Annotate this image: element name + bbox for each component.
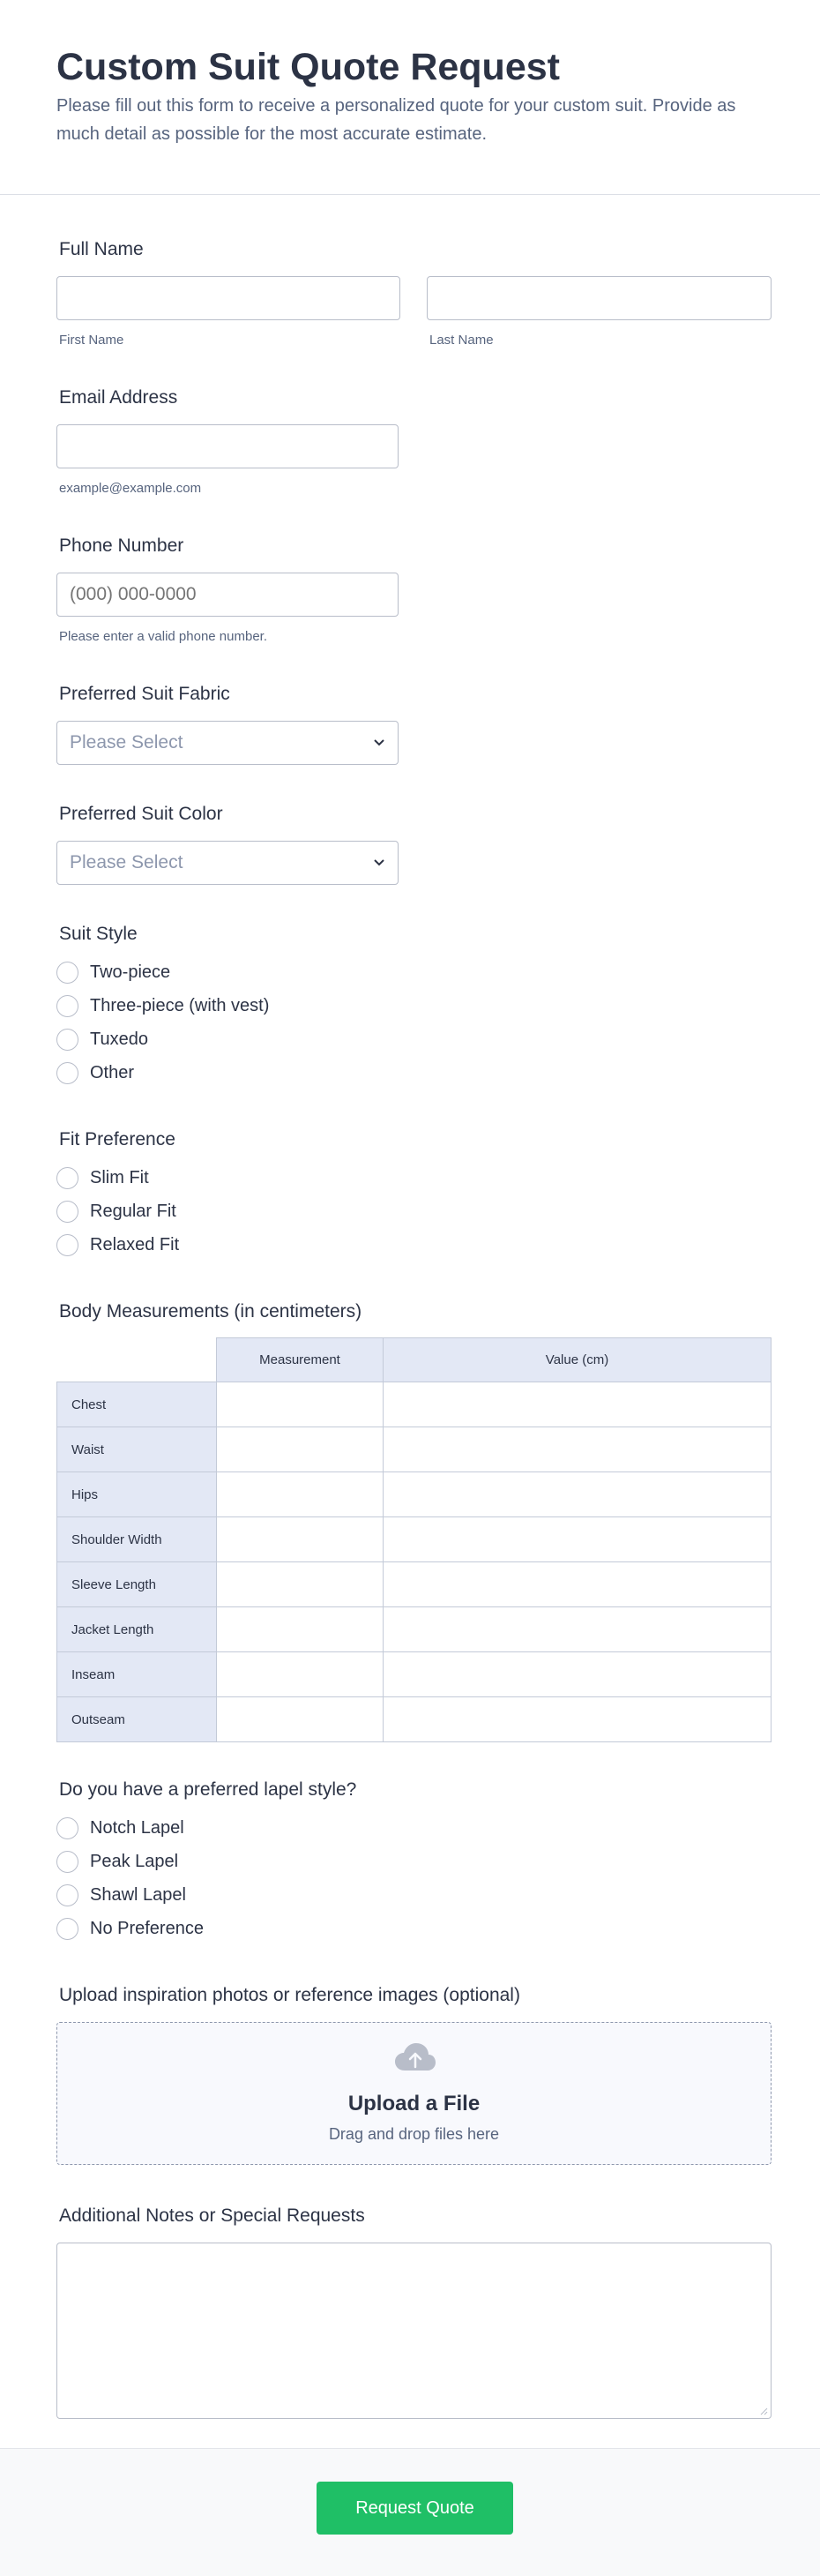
radio-button[interactable]	[56, 1234, 78, 1256]
fit-option[interactable]	[56, 1233, 179, 1256]
measurements-label: Body Measurements (in centimeters)	[59, 1301, 362, 1322]
request-quote-button[interactable]: Request Quote	[317, 2482, 513, 2535]
matrix-cell[interactable]	[217, 1697, 384, 1742]
page-subtitle: Please fill out this form to receive a personalized quote for your custom suit. Provide as much detail as possible for the most accurate estimate.	[56, 96, 736, 144]
radio-button[interactable]	[56, 1201, 78, 1223]
lapel-option[interactable]	[56, 1917, 204, 1940]
radio-button[interactable]	[56, 1167, 78, 1189]
radio-label: No Preference	[90, 1918, 204, 1938]
chevron-down-icon	[371, 854, 387, 870]
phone-input[interactable]	[56, 573, 399, 617]
radio-label: Shawl Lapel	[90, 1884, 186, 1905]
suit-style-option[interactable]	[56, 994, 269, 1017]
matrix-cell[interactable]	[217, 1652, 384, 1697]
form-footer	[0, 2448, 820, 2576]
first-name-input[interactable]	[56, 276, 400, 320]
fit-option[interactable]	[56, 1166, 149, 1189]
matrix-cell[interactable]	[384, 1427, 772, 1472]
email-field[interactable]	[56, 424, 399, 468]
last-name-input[interactable]	[427, 276, 772, 320]
radio-button[interactable]	[56, 1029, 78, 1051]
first-name-sublabel: First Name	[59, 333, 124, 348]
matrix-cell[interactable]	[384, 1652, 772, 1697]
matrix-cell[interactable]	[384, 1607, 772, 1652]
table-row	[57, 1697, 772, 1742]
suit-style-option[interactable]	[56, 1061, 134, 1084]
radio-label: Peak Lapel	[90, 1851, 179, 1871]
phone-label: Phone Number	[59, 535, 184, 556]
lapel-option[interactable]	[56, 1816, 184, 1839]
matrix-row-label: Waist	[57, 1427, 217, 1472]
lapel-option[interactable]	[56, 1883, 186, 1906]
matrix-cell[interactable]	[384, 1382, 772, 1427]
lapel-label: Do you have a preferred lapel style?	[59, 1779, 357, 1800]
radio-button[interactable]	[56, 962, 78, 984]
file-upload-dropzone[interactable]	[56, 2022, 772, 2165]
table-row	[57, 1562, 772, 1607]
table-row	[57, 1517, 772, 1562]
fabric-select-value: Please Select	[70, 732, 183, 753]
matrix-cell[interactable]	[217, 1382, 384, 1427]
form-header	[0, 0, 820, 195]
radio-label: Two-piece	[90, 962, 171, 982]
upload-subtitle: Drag and drop files here	[328, 2125, 500, 2143]
matrix-cell[interactable]	[384, 1697, 772, 1742]
matrix-corner	[57, 1338, 217, 1382]
measurements-matrix	[56, 1337, 772, 1742]
matrix-row-label: Shoulder Width	[57, 1517, 217, 1562]
suit-style-option[interactable]	[56, 1028, 148, 1051]
matrix-cell[interactable]	[384, 1562, 772, 1607]
matrix-row-label: Chest	[57, 1382, 217, 1427]
matrix-cell[interactable]	[384, 1517, 772, 1562]
matrix-cell[interactable]	[217, 1562, 384, 1607]
table-row	[57, 1472, 772, 1517]
suit-style-label: Suit Style	[59, 924, 138, 944]
cloud-upload-icon	[394, 2042, 436, 2072]
matrix-cell[interactable]	[384, 1472, 772, 1517]
matrix-row-label: Outseam	[57, 1697, 217, 1742]
radio-button[interactable]	[56, 1851, 78, 1873]
matrix-cell[interactable]	[217, 1517, 384, 1562]
radio-label: Regular Fit	[90, 1201, 176, 1221]
email-label: Email Address	[59, 387, 178, 408]
page-title: Custom Suit Quote Request	[56, 46, 560, 88]
matrix-cell[interactable]	[217, 1607, 384, 1652]
radio-label: Other	[90, 1062, 135, 1082]
radio-label: Tuxedo	[90, 1029, 148, 1049]
radio-label: Notch Lapel	[90, 1817, 184, 1838]
matrix-column-header: Value (cm)	[384, 1338, 772, 1382]
suit-style-option[interactable]	[56, 961, 170, 984]
notes-textarea[interactable]	[56, 2243, 772, 2419]
matrix-row-label: Inseam	[57, 1652, 217, 1697]
lapel-option[interactable]	[56, 1850, 178, 1873]
email-sublabel: example@example.com	[59, 481, 202, 496]
matrix-row-label: Sleeve Length	[57, 1562, 217, 1607]
color-label: Preferred Suit Color	[59, 804, 223, 824]
radio-button[interactable]	[56, 1884, 78, 1906]
resize-handle-icon[interactable]	[759, 2407, 768, 2415]
chevron-down-icon	[371, 734, 387, 750]
color-select-value: Please Select	[70, 852, 183, 872]
last-name-sublabel: Last Name	[429, 333, 494, 348]
matrix-cell[interactable]	[217, 1472, 384, 1517]
notes-label: Additional Notes or Special Requests	[59, 2205, 365, 2226]
table-row	[57, 1607, 772, 1652]
color-select[interactable]	[56, 841, 399, 885]
radio-button[interactable]	[56, 1817, 78, 1839]
fabric-select[interactable]	[56, 721, 399, 765]
radio-label: Slim Fit	[90, 1167, 149, 1187]
radio-button[interactable]	[56, 1062, 78, 1084]
upload-label: Upload inspiration photos or reference images (optional)	[59, 1985, 520, 2005]
fit-option[interactable]	[56, 1200, 176, 1223]
table-row	[57, 1652, 772, 1697]
full-name-label: Full Name	[59, 239, 144, 259]
matrix-column-header: Measurement	[217, 1338, 384, 1382]
fabric-label: Preferred Suit Fabric	[59, 684, 230, 704]
fit-label: Fit Preference	[59, 1129, 175, 1149]
radio-button[interactable]	[56, 995, 78, 1017]
radio-label: Three-piece (with vest)	[90, 995, 270, 1015]
radio-label: Relaxed Fit	[90, 1234, 180, 1254]
matrix-row-label: Jacket Length	[57, 1607, 217, 1652]
radio-button[interactable]	[56, 1918, 78, 1940]
matrix-row-label: Hips	[57, 1472, 217, 1517]
table-row	[57, 1382, 772, 1427]
matrix-cell[interactable]	[217, 1427, 384, 1472]
table-row	[57, 1427, 772, 1472]
upload-title: Upload a File	[347, 2092, 481, 2115]
phone-sublabel: Please enter a valid phone number.	[59, 629, 267, 644]
